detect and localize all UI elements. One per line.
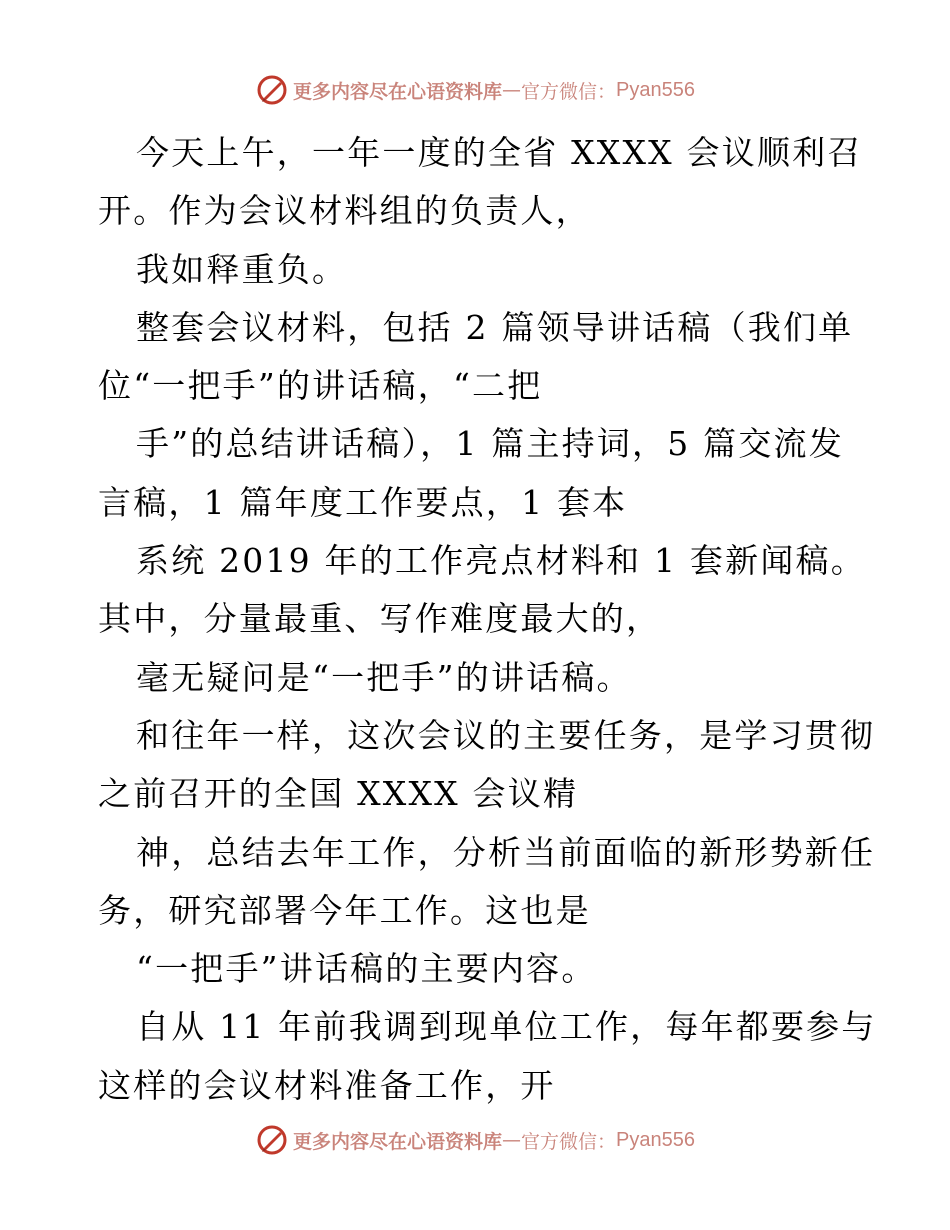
document-body [98,124,877,1115]
text-line: 今天上午，一年一度的全省 XXXX 会议顺利召 [136,133,863,172]
text-line: 这样的会议材料准备工作，开 [98,1065,556,1105]
watermark-main-text: 更多内容尽在心语资料库 [293,80,503,103]
text-line: 毫无疑问是“一把手”的讲话稿。 [136,657,632,697]
text-line: 手”的总结讲话稿），1 篇主持词，5 篇交流发 [136,424,844,464]
text-line: 和往年一样，这次会议的主要任务，是学习贯彻 [136,715,876,755]
header-watermark [0,72,950,108]
text-line: 开。作为会议材料组的负责人， [98,191,591,231]
text-line: 务，研究部署今年工作。这也是 [98,890,591,930]
text-line: 我如释重负。 [136,249,348,289]
text-line: “一把手”讲话稿的主要内容。 [136,949,597,989]
text-line: 之前召开的全国 XXXX 会议精 [98,774,579,814]
watermark-main-text: 更多内容尽在心语资料库 [293,1130,503,1153]
text-line: 神，总结去年工作，分析当前面临的新形势新任 [136,832,876,872]
footer-watermark [0,1122,950,1158]
text-line: 其中，分量最重、写作难度最大的， [98,599,662,639]
text-line: 言稿，1 篇年度工作要点，1 套本 [98,482,628,522]
text-line: 系统 2019 年的工作亮点材料和 1 套新闻稿。 [136,541,866,581]
watermark-dash: — [502,1129,522,1151]
text-line: 自从 11 年前我调到现单位工作，每年都要参与 [136,1007,877,1047]
watermark-dash: — [502,79,522,101]
watermark-sub-text: 官方微信： [521,80,617,103]
watermark-id: Pyan556 [616,1128,695,1151]
watermark-id: Pyan556 [616,78,695,101]
text-line: 位“一把手”的讲话稿，“二把 [98,366,543,406]
pen-logo-icon [255,1123,289,1157]
text-line: 整套会议材料，包括 2 篇领导讲话稿（我们单 [136,307,854,347]
watermark-sub-text: 官方微信： [521,1130,617,1153]
pen-logo-icon [255,73,289,107]
